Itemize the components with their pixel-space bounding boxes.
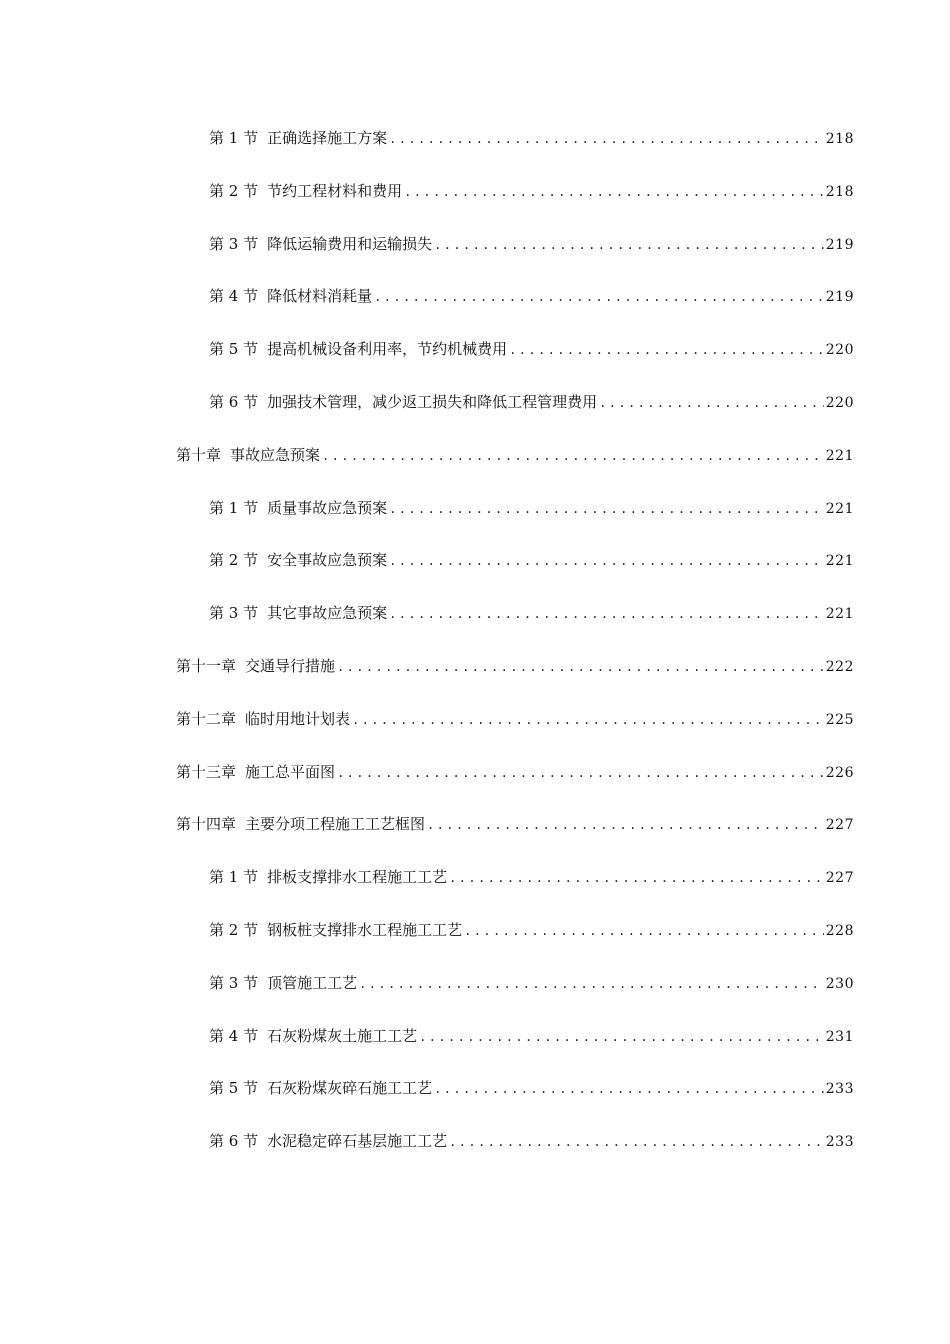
toc-entry-number: 第 6 节 bbox=[209, 392, 259, 411]
toc-entry-number: 第 1 节 bbox=[209, 129, 259, 147]
toc-entry-title: 质量事故应急预案 bbox=[267, 498, 388, 517]
toc-entry-number: 第十三章 bbox=[176, 762, 237, 781]
dot-leader bbox=[449, 852, 824, 905]
dot-leader bbox=[419, 1011, 824, 1064]
toc-entry-number: 第 4 节 bbox=[209, 287, 259, 306]
dot-leader bbox=[389, 588, 824, 641]
dot-leader bbox=[322, 430, 824, 483]
toc-section-entry[interactable] bbox=[0, 904, 950, 957]
dot-leader bbox=[359, 958, 824, 1011]
toc-section-entry[interactable] bbox=[0, 323, 950, 376]
toc-page-number: 219 bbox=[825, 236, 854, 253]
toc-entry-title: 交通导行措施 bbox=[245, 656, 336, 675]
toc-section-entry[interactable] bbox=[0, 218, 950, 271]
toc-entry-number: 第十二章 bbox=[176, 709, 237, 728]
toc-section-entry[interactable] bbox=[0, 376, 950, 429]
toc-entry-number: 第十章 bbox=[176, 445, 222, 464]
toc-section-entry[interactable] bbox=[0, 534, 950, 587]
toc-section-entry[interactable] bbox=[0, 112, 950, 165]
toc-page-number: 227 bbox=[825, 870, 854, 887]
toc-page-number: 233 bbox=[825, 1081, 854, 1098]
table-of-contents bbox=[0, 112, 950, 1168]
toc-page-number: 226 bbox=[825, 764, 854, 781]
toc-page-number: 221 bbox=[825, 553, 854, 570]
toc-section-entry[interactable] bbox=[0, 165, 950, 218]
dot-leader bbox=[404, 166, 824, 219]
toc-page-number: 218 bbox=[825, 131, 854, 147]
toc-entry-number: 第 3 节 bbox=[209, 234, 259, 253]
toc-entry-title: 石灰粉煤灰土施工工艺 bbox=[267, 1026, 418, 1045]
toc-page-number: 225 bbox=[825, 711, 854, 728]
toc-entry-number: 第 5 节 bbox=[209, 340, 259, 359]
dot-leader bbox=[599, 377, 824, 430]
toc-page-number: 220 bbox=[825, 394, 854, 411]
toc-entry-title: 钢板桩支撑排水工程施工工艺 bbox=[267, 920, 463, 939]
toc-section-entry[interactable] bbox=[0, 587, 950, 640]
dot-leader bbox=[449, 1116, 824, 1169]
toc-section-entry[interactable] bbox=[0, 482, 950, 535]
toc-entry-number: 第 5 节 bbox=[209, 1079, 259, 1098]
toc-page-number: 233 bbox=[825, 1134, 854, 1151]
toc-entry-number: 第 1 节 bbox=[209, 498, 259, 517]
toc-chapter-entry[interactable] bbox=[0, 640, 950, 693]
dot-leader bbox=[337, 747, 824, 800]
toc-entry-title: 加强技术管理，减少返工损失和降低工程管理费用 bbox=[267, 392, 598, 411]
toc-entry-title: 石灰粉煤灰碎石施工工艺 bbox=[267, 1079, 433, 1098]
toc-page-number: 221 bbox=[825, 500, 854, 517]
dot-leader bbox=[389, 113, 824, 166]
toc-entry-title: 正确选择施工方案 bbox=[267, 129, 388, 147]
dot-leader bbox=[464, 905, 824, 958]
dot-leader bbox=[434, 219, 824, 272]
toc-section-entry[interactable] bbox=[0, 851, 950, 904]
toc-chapter-entry[interactable] bbox=[0, 693, 950, 746]
toc-page-number: 220 bbox=[825, 342, 854, 359]
dot-leader bbox=[374, 271, 824, 324]
toc-entry-title: 降低材料消耗量 bbox=[267, 287, 373, 306]
toc-page-number: 231 bbox=[825, 1028, 854, 1045]
dot-leader bbox=[352, 694, 824, 747]
toc-entry-number: 第 2 节 bbox=[209, 181, 259, 200]
toc-entry-number: 第 2 节 bbox=[209, 920, 259, 939]
toc-entry-title: 施工总平面图 bbox=[245, 762, 336, 781]
toc-entry-title: 水泥稳定碎石基层施工工艺 bbox=[267, 1132, 448, 1151]
toc-entry-number: 第十四章 bbox=[176, 815, 237, 834]
toc-entry-title: 节约工程材料和费用 bbox=[267, 181, 403, 200]
toc-entry-title: 主要分项工程施工工艺框图 bbox=[245, 815, 426, 834]
toc-entry-title: 临时用地计划表 bbox=[245, 709, 351, 728]
dot-leader bbox=[427, 799, 824, 852]
toc-chapter-entry[interactable] bbox=[0, 746, 950, 799]
dot-leader bbox=[389, 483, 824, 536]
toc-entry-number: 第 3 节 bbox=[209, 604, 259, 623]
toc-page-number: 230 bbox=[825, 975, 854, 992]
toc-page-number: 219 bbox=[825, 289, 854, 306]
toc-section-entry[interactable] bbox=[0, 957, 950, 1010]
toc-entry-number: 第 1 节 bbox=[209, 868, 259, 887]
toc-entry-number: 第十一章 bbox=[176, 656, 237, 675]
toc-page-number: 222 bbox=[825, 658, 854, 675]
toc-entry-title: 排板支撑排水工程施工工艺 bbox=[267, 868, 448, 887]
toc-entry-title: 事故应急预案 bbox=[230, 445, 321, 464]
toc-entry-title: 提高机械设备利用率，节约机械费用 bbox=[267, 340, 508, 359]
toc-page-number: 218 bbox=[825, 183, 854, 200]
toc-page-number: 221 bbox=[825, 447, 854, 464]
toc-entry-title: 安全事故应急预案 bbox=[267, 551, 388, 570]
dot-leader bbox=[337, 641, 824, 694]
toc-chapter-entry[interactable] bbox=[0, 429, 950, 482]
toc-page-number: 228 bbox=[825, 922, 854, 939]
toc-entry-title: 其它事故应急预案 bbox=[267, 604, 388, 623]
toc-entry-number: 第 4 节 bbox=[209, 1026, 259, 1045]
toc-entry-number: 第 3 节 bbox=[209, 973, 259, 992]
toc-section-entry[interactable] bbox=[0, 1062, 950, 1115]
toc-entry-number: 第 2 节 bbox=[209, 551, 259, 570]
toc-chapter-entry[interactable] bbox=[0, 798, 950, 851]
toc-page-number: 221 bbox=[825, 606, 854, 623]
toc-entry-number: 第 6 节 bbox=[209, 1132, 259, 1151]
toc-section-entry[interactable] bbox=[0, 1115, 950, 1168]
dot-leader bbox=[389, 535, 824, 588]
toc-page-number: 227 bbox=[825, 817, 854, 834]
dot-leader bbox=[434, 1063, 824, 1116]
toc-entry-title: 降低运输费用和运输损失 bbox=[267, 234, 433, 253]
dot-leader bbox=[509, 324, 824, 377]
toc-section-entry[interactable] bbox=[0, 270, 950, 323]
toc-section-entry[interactable] bbox=[0, 1010, 950, 1063]
toc-entry-title: 顶管施工工艺 bbox=[267, 973, 358, 992]
